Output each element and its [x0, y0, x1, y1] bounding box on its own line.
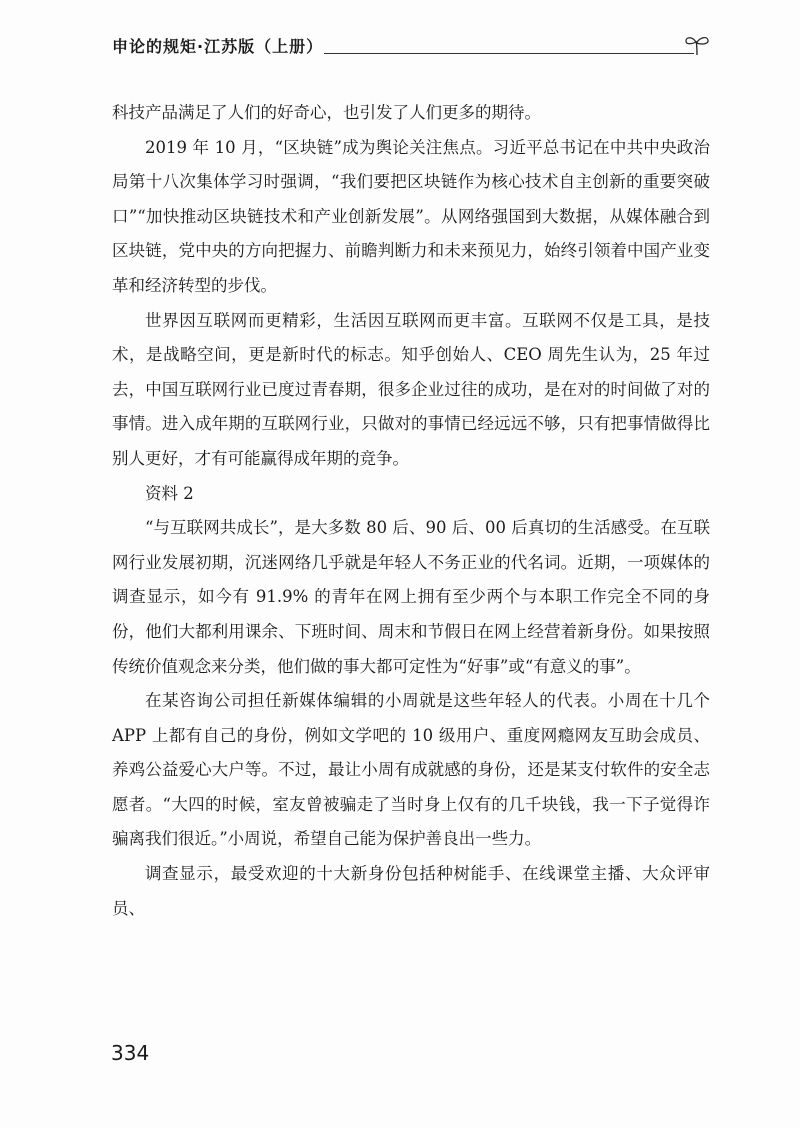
- page-number: 334: [111, 1041, 150, 1065]
- paragraph-survey: 调查显示，最受欢迎的十大新身份包括种树能手、在线课堂主播、大众评审员、: [112, 864, 710, 918]
- paragraph-grow-with-internet: “与互联网共成长”，是大多数 80 后、90 后、00 后真切的生活感受。在互联网行业发展初期，沉迷网络几乎就是年轻人不务正业的代名词。近期，一项媒体的调查显示，如今有 91.9% 的青年在网上拥有至少两个与本职工作完全不同的身份，他们大都利用课余、下班时间、周末和节假日在网上经营着新身份。如果按照传统价值观念来分类，他们做的事大都可定性为“好事”或“有意义的事”。: [112, 518, 710, 676]
- running-header: [112, 36, 712, 64]
- paragraph-continued: 科技产品满足了人们的好奇心，也引发了人们更多的期待。: [112, 103, 541, 122]
- book-title: 申论的规矩·江苏版（上册）: [112, 37, 324, 56]
- body-text: [112, 96, 710, 926]
- material-heading: 资料 2: [145, 483, 194, 503]
- paragraph-blockchain: 2019 年 10 月，“区块链”成为舆论关注焦点。习近平总书记在中共中央政治局第十八次集体学习时强调，“我们要把区块链作为核心技术自主创新的重要突破口”“加快推动区块链技术和产业创新发展”。从网络强国到大数据，从媒体融合到区块链，党中央的方向把握力、前瞻判断力和未来预见力，始终引领着中国产业变革和经济转型的步伐。: [112, 137, 710, 295]
- paragraph-internet-world: 世界因互联网而更精彩，生活因互联网而更丰富。互联网不仅是工具，是技术，是战略空间，更是新时代的标志。知乎创始人、CEO 周先生认为，25 年过去，中国互联网行业已度过青春期，很多企业过往的成功，是在对的时间做了对的事情。进入成年期的互联网行业，只做对的事情已经远远不够，只有把事情做得比别人更好，才有可能赢得成年期的竞争。: [112, 310, 710, 468]
- header-rule: [324, 53, 694, 54]
- paragraph-xiaozhou: 在某咨询公司担任新媒体编辑的小周就是这些年轻人的代表。小周在十几个 APP 上都有自己的身份，例如文学吧的 10 级用户、重度网瘾网友互助会成员、养鸡公益爱心大户等。不过，最让小周有成就感的身份，还是某支付软件的安全志愿者。“大四的时候，室友曾被骗走了当时身上仅有的几千块钱，我一下子觉得诈骗离我们很近。”小周说，希望自己能为保护善良出一些力。: [112, 691, 710, 849]
- sprout-icon: [684, 34, 710, 56]
